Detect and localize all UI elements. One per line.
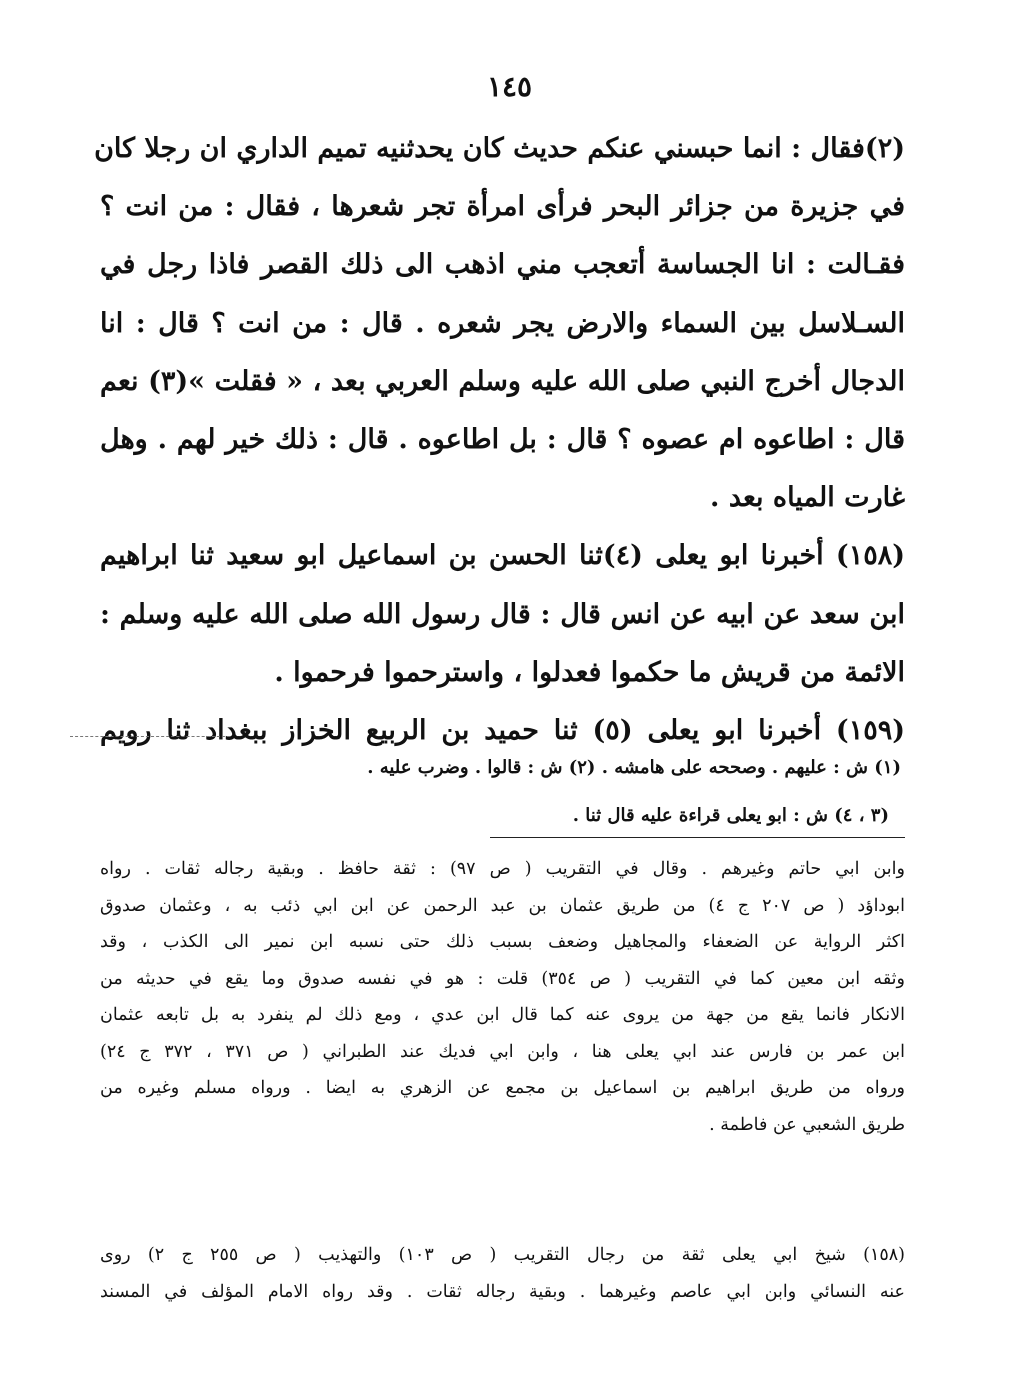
commentary-line: ورواه من طريق ابراهيم بن اسماعيل بن مجمع عن الزهري به ايضا . ورواه مسلم وغيره من xyxy=(100,1078,905,1098)
commentary-line: ابوداؤد ( ص ٢٠٧ ج ٤) من طريق عثمان بن عبد الرحمن عن ابن ابي ذئب به ، وعثمان صدوق xyxy=(100,895,905,916)
main-text-line: غارت المياه بعد . xyxy=(710,482,905,514)
commentary-line: اكثر الرواية عن الضعفاء والمجاهيل وضعف بسبب ذلك حتى نسبه ابن نمير الى الكذب ، وقد xyxy=(100,932,905,952)
main-text-line: السـلاسل بين السماء والارض يجر شعره . قال : من انت ؟ قال : انا xyxy=(100,307,905,339)
commentary-line: الانكار فانما يقع من جهة من يروى عنه كما قال ابن عدي ، ومع ذلك لم ينفرد به بل تابعه عثمان xyxy=(100,1005,905,1025)
footnote-1-2: (١) ش : عليهم . وصححه على هامشه . (٢) ش : قالوا . وضرب عليه . xyxy=(367,757,901,778)
main-text-line: الدجال أخرج النبي صلى الله عليه وسلم العربي بعد ، « فقلت »(٣) نعم xyxy=(100,365,906,397)
main-text-line: فقـالت : انا الجساسة أتعجب مني اذهب الى ذلك القصر فاذا رجل في xyxy=(100,249,905,281)
main-text-line: (٢)فقال : انما حبسني عنكم حديث كان يحدثنيه تميم الداري ان رجلا كان xyxy=(94,133,905,164)
main-text xyxy=(94,120,906,760)
commentary-line: طريق الشعبي عن فاطمة . xyxy=(709,1114,905,1135)
main-text-line: الائمة من قريش ما حكموا فعدلوا ، واسترحموا فرحموا . xyxy=(274,656,905,688)
commentary-line: وابن ابي حاتم وغيرهم . وقال في التقريب ( ص ٩٧) : ثقة حافظ . وبقية رجاله ثقات . رواه xyxy=(100,859,905,879)
hadith-158-line: (١٥٨) أخبرنا ابو يعلى (٤)ثنا الحسن بن اسماعيل ابو سعيد ثنا ابراهيم xyxy=(100,540,905,572)
commentary-line: ابن عمر بن فارس عند ابي يعلى هنا ، وابن ابي فديك عند الطبراني ( ص ٣٧١ ، ٣٧٢ ج ٢٤) xyxy=(100,1041,906,1062)
commentary-158-line: (١٥٨) شيخ ابي يعلى ثقة من رجال التقريب ( ص ١٠٣) والتهذيب ( ص ٢٥٥ ج ٢) روى xyxy=(100,1245,905,1265)
commentary-158-block xyxy=(100,1237,905,1311)
commentary-line: وثقه ابن معين كما في التقريب ( ص ٣٥٤) قلت : هو في نفسه صدوق وما يقع في حديثه من xyxy=(100,968,905,989)
commentary-block xyxy=(100,851,905,1143)
main-text-line: في جزيرة من جزائر البحر فرأى امرأة تجر شعرها ، فقال : من انت ؟ xyxy=(100,191,905,223)
footnote-3-4: (٣ ، ٤) ش : ابو يعلى قراءة عليه قال ثنا . xyxy=(572,805,889,826)
scan-artifact-line xyxy=(70,736,230,737)
commentary-158-line: عنه النسائي وابن ابي عاصم وغيرهما . وبقية رجاله ثقات . وقد رواه الامام المؤلف في المسند xyxy=(100,1282,905,1302)
main-text-line: ابن سعد عن ابيه عن انس قال : قال رسول الله صلى الله عليه وسلم : xyxy=(100,598,905,630)
footnote-divider xyxy=(490,837,905,838)
hadith-159-line: (١٥٩) أخبرنا ابو يعلى (٥) ثنا حميد بن الربيع الخزاز ببغداد ثنا رويم xyxy=(100,714,906,746)
main-text-line: قال : اطاعوه ام عصوه ؟ قال : بل اطاعوه . قال : ذلك خير لهم . وهل xyxy=(100,423,905,455)
page-number: ١٤٥ xyxy=(486,70,533,103)
